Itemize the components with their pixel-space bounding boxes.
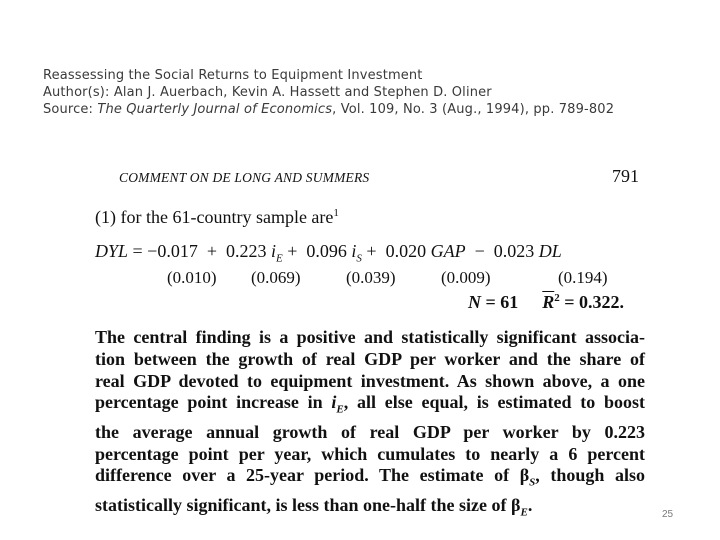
ie-var: i <box>331 392 337 413</box>
paragraph-line: tion between the growth of real GDP per worker and the share of <box>95 348 645 369</box>
article-source <box>43 101 614 118</box>
eq-term-gap: + 0.020 <box>361 241 431 261</box>
n-label: N <box>468 292 481 312</box>
eq-term-is: + 0.096 <box>282 241 352 261</box>
eq-dl-var: DL <box>538 241 562 261</box>
slide-number: 25 <box>662 509 674 520</box>
body-paragraph <box>95 327 645 524</box>
paragraph-text: statistically significant, is less than one-half the size of β <box>95 494 521 515</box>
r2-label: $\overline{R}$ <box>542 292 555 312</box>
eq-is-sub: S <box>356 252 362 265</box>
source-details: , Vol. 109, No. 3 (Aug., 1994), pp. 789-802 <box>332 102 615 117</box>
beta-e-sub: E <box>520 506 528 519</box>
article-authors: Author(s): Alan J. Auerbach, Kevin A. Hassett and Stephen D. Oliner <box>43 85 492 100</box>
article-title: Reassessing the Social Returns to Equipment Investment <box>43 68 423 83</box>
paragraph-text: , all else equal, is estimated to boost <box>343 392 645 413</box>
r2-value: = 0.322. <box>559 292 625 312</box>
eq-ie-sub: E <box>276 252 283 265</box>
jstor-citation-header <box>43 67 614 118</box>
paragraph-text: percentage point increase in <box>95 392 332 413</box>
r2-sup: 2 <box>554 292 560 304</box>
eq-term-dl: − 0.023 <box>465 241 539 261</box>
eq-ie-var: i <box>271 241 277 261</box>
eq-gap-var: GAP <box>430 241 466 261</box>
source-label: Source: <box>43 102 98 117</box>
paragraph-line: the average annual growth of real GDP per worker by 0.223 <box>95 421 645 442</box>
paragraph-line: percentage point per year, which cumulates to nearly a 6 percent <box>95 443 645 464</box>
paragraph-line <box>95 495 645 524</box>
std-error-gap: (0.009) <box>441 268 491 287</box>
paragraph-text: difference over a 25-year period. The estimate of β <box>95 465 530 486</box>
regression-equation <box>95 241 562 265</box>
beta-s-sub: S <box>529 476 536 489</box>
eq-dependent-var: DYL <box>95 241 129 261</box>
std-error-ie: (0.069) <box>251 268 301 287</box>
std-error-dl: (0.194) <box>558 268 608 287</box>
paragraph-line: The central finding is a positive and statistically significant associa- <box>95 327 645 347</box>
footnote-marker: 1 <box>333 207 339 219</box>
paragraph-text: . <box>527 494 533 515</box>
journal-name: The Quarterly Journal of Economics <box>97 102 333 117</box>
std-error-const: (0.010) <box>167 268 217 287</box>
ie-sub: E <box>336 403 344 416</box>
paragraph-line: real GDP devoted to equipment investment. As shown above, a one <box>95 370 645 391</box>
eq-term-const: = −0.017 + 0.223 <box>128 241 271 261</box>
regression-stats <box>468 292 624 313</box>
paragraph-line <box>95 392 645 421</box>
equation-intro <box>95 207 339 228</box>
running-head: COMMENT ON DE LONG AND SUMMERS <box>119 170 370 185</box>
n-value: = 61 <box>481 292 519 312</box>
eq-is-var: i <box>351 241 357 261</box>
std-error-is: (0.039) <box>346 268 396 287</box>
paragraph-line <box>95 465 645 494</box>
paragraph-text: , though also <box>535 465 645 486</box>
page-number: 791 <box>612 166 639 186</box>
intro-text: (1) for the 61-country sample are <box>95 207 334 227</box>
